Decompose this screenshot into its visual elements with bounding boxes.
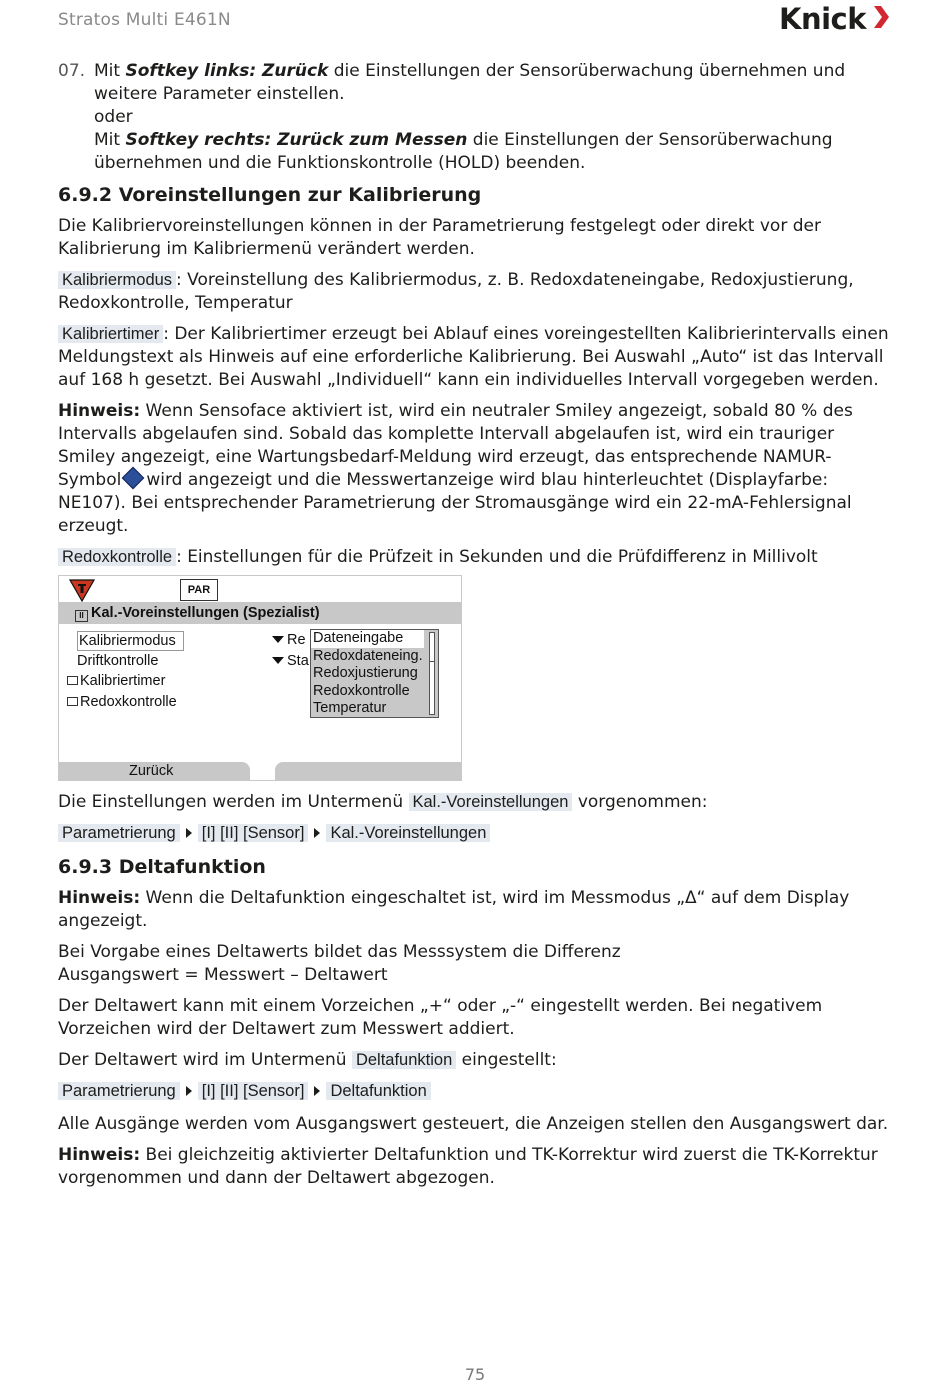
page-content (58, 60, 894, 1190)
menu-title: Kal.-Voreinstellungen (Spezialist) (91, 605, 320, 621)
namur-maintenance-icon (122, 467, 145, 490)
path-step: Kal.-Voreinstellungen (326, 824, 490, 842)
menu-item-kalibriermodus[interactable]: Kalibriermodus (77, 631, 184, 651)
dropdown-option[interactable]: Dateneingabe (311, 630, 424, 648)
folder-icon (67, 676, 78, 685)
menu-path-delta (58, 1080, 894, 1103)
folder-icon (67, 697, 78, 706)
dropdown-option[interactable]: Redoxkontrolle (313, 682, 410, 699)
step-07-oder: oder (94, 107, 133, 127)
kalibriermodus-paragraph: Kalibriermodus : Voreinstellung des Kalibriermodus, z. B. Redoxdateneingabe, Redoxjustierung, Redoxkontrolle, Temperatur (58, 270, 854, 313)
menu-title-bar (59, 602, 461, 624)
menu-item-redoxkontrolle[interactable]: Redoxkontrolle (67, 693, 177, 711)
menu-path-kal (58, 822, 894, 845)
path-step: [I] [II] [Sensor] (198, 824, 309, 842)
path-step: Parametrierung (58, 824, 180, 842)
path-step: Deltafunktion (326, 1082, 430, 1100)
softkey-left-zurueck[interactable]: Zurück (59, 762, 250, 780)
value-field-status[interactable]: Sta (272, 652, 309, 670)
step-07 (58, 60, 894, 175)
delta-paragraph-2: Der Deltawert kann mit einem Vorzeichen „+“ oder „-“ eingestellt werden. Bei negativem Vorzeichen wird der Deltawert zum Messwert addiert. (58, 996, 823, 1039)
dropdown-option[interactable]: Redoxjustierung (313, 665, 418, 681)
tk-hint: Hinweis: Bei gleichzeitig aktivierter Deltafunktion und TK-Korrektur wird zuerst die TK-Korrektur vorgenommen und dann der Deltawert abgezogen. (58, 1145, 878, 1188)
knick-logo: Knick (779, 2, 867, 36)
value-field-modus[interactable]: Re (272, 631, 306, 649)
softkey-right[interactable] (275, 762, 461, 780)
sensoface-hint: Hinweis: Wenn Sensoface aktiviert ist, wird ein neutraler Smiley angezeigt, sobald 80 % des Intervalls abgelaufen sind. Sobald das komplette Intervall abgelaufen ist, wird ein trauriger Smiley angezeigt, eine Wartungsbedarf-Meldung wird erzeugt, das entsprechende NAMUR-Symbol wird angezeigt und die Messwertanzeige wird blau hinterleuchtet (Displayfarbe: NE107). Bei entsprechender Parametrierung der Stromausgänge wird ein 22-mA-Fehlersignal erzeugt. (58, 401, 853, 536)
kalibriermodus-ui-label: Kalibriermodus (58, 271, 176, 289)
dropdown-arrow-icon (272, 657, 284, 664)
softkey-right-label: Softkey rechts: Zurück zum Messen (125, 130, 468, 150)
redoxkontrolle-ui-label: Redoxkontrolle (58, 548, 176, 566)
kalibriertimer-ui-label: Kalibriertimer (58, 325, 163, 343)
kalibriertimer-paragraph: Kalibriertimer : Der Kalibriertimer erzeugt bei Ablauf eines voreingestellten Kalibrierintervalls einen Meldungstext als Hinweis auf eine erforderliche Kalibrierung. Bei Auswahl „Auto“ ist das Intervall auf 168 h gesetzt. Bei Auswahl „Individuell“ kann ein individuelles Intervall vorgegeben werden. (58, 324, 889, 390)
submenu-sentence-delta: Der Deltawert wird im Untermenü Deltafunktion eingestellt: (58, 1050, 557, 1070)
section-heading-6-9-2: 6.9.2 Voreinstellungen zur Kalibrierung (58, 184, 482, 206)
redoxkontrolle-paragraph: Redoxkontrolle : Einstellungen für die Prüfzeit in Sekunden und die Prüfdifferenz in Millivolt (58, 546, 894, 569)
dropdown-option[interactable]: Temperatur (313, 700, 387, 716)
dropdown-option[interactable]: Redoxdateneing. (313, 647, 423, 664)
document-header-title: Stratos Multi E461N (58, 10, 231, 30)
path-arrow-icon (186, 828, 192, 838)
step-07-option-b: Mit Softkey rechts: Zurück zum Messen die Einstellungen der Sensorüberwachung übernehmen und die Funktionskontrolle (HOLD) beenden. (94, 130, 833, 173)
path-arrow-icon (314, 828, 320, 838)
path-step: Parametrierung (58, 1082, 180, 1100)
warning-triangle-icon (69, 578, 95, 602)
dropdown-scrollbar[interactable] (429, 632, 435, 715)
menu-item-kalibriertimer[interactable]: Kalibriertimer (67, 672, 165, 690)
par-mode-indicator: PAR (180, 579, 218, 601)
calibration-mode-dropdown[interactable] (310, 629, 439, 718)
delta-paragraph-1a: Bei Vorgabe eines Deltawerts bildet das Messsystem die Differenz (58, 942, 621, 962)
step-07-option-a: Mit Softkey links: Zurück die Einstellungen der Sensorüberwachung übernehmen und weitere Parameter einstellen. (94, 61, 846, 104)
section-heading-6-9-3: 6.9.3 Deltafunktion (58, 856, 266, 878)
softkey-left-label: Softkey links: Zurück (125, 61, 329, 81)
kal-voreinstellungen-ui-label: Kal.-Voreinstellungen (409, 793, 573, 811)
deltafunktion-ui-label: Deltafunktion (352, 1051, 456, 1069)
submenu-sentence-kal: Die Einstellungen werden im Untermenü Kal.-Voreinstellungen vorgenommen: (58, 792, 708, 812)
step-number: 07. (58, 61, 86, 81)
intro-paragraph: Die Kalibriervoreinstellungen können in der Parametrierung festgelegt oder direkt vor der Kalibrierung im Kalibriermenü verändert werden. (58, 216, 821, 259)
channel-icon: II (75, 610, 88, 622)
delta-formula: Ausgangswert = Messwert – Deltawert (58, 965, 388, 985)
path-arrow-icon (314, 1086, 320, 1096)
delta-hint: Hinweis: Wenn die Deltafunktion eingeschaltet ist, wird im Messmodus „Δ“ auf dem Display angezeigt. (58, 888, 850, 931)
path-arrow-icon (186, 1086, 192, 1096)
device-display-screenshot (58, 575, 462, 781)
logo-chevron-icon (872, 4, 890, 30)
page-number: 75 (464, 1365, 486, 1384)
path-step: [I] [II] [Sensor] (198, 1082, 309, 1100)
delta-paragraph-4: Alle Ausgänge werden vom Ausgangswert gesteuert, die Anzeigen stellen den Ausgangswert dar. (58, 1114, 889, 1134)
menu-item-driftkontrolle[interactable]: Driftkontrolle (77, 653, 159, 669)
dropdown-arrow-icon (272, 636, 284, 643)
